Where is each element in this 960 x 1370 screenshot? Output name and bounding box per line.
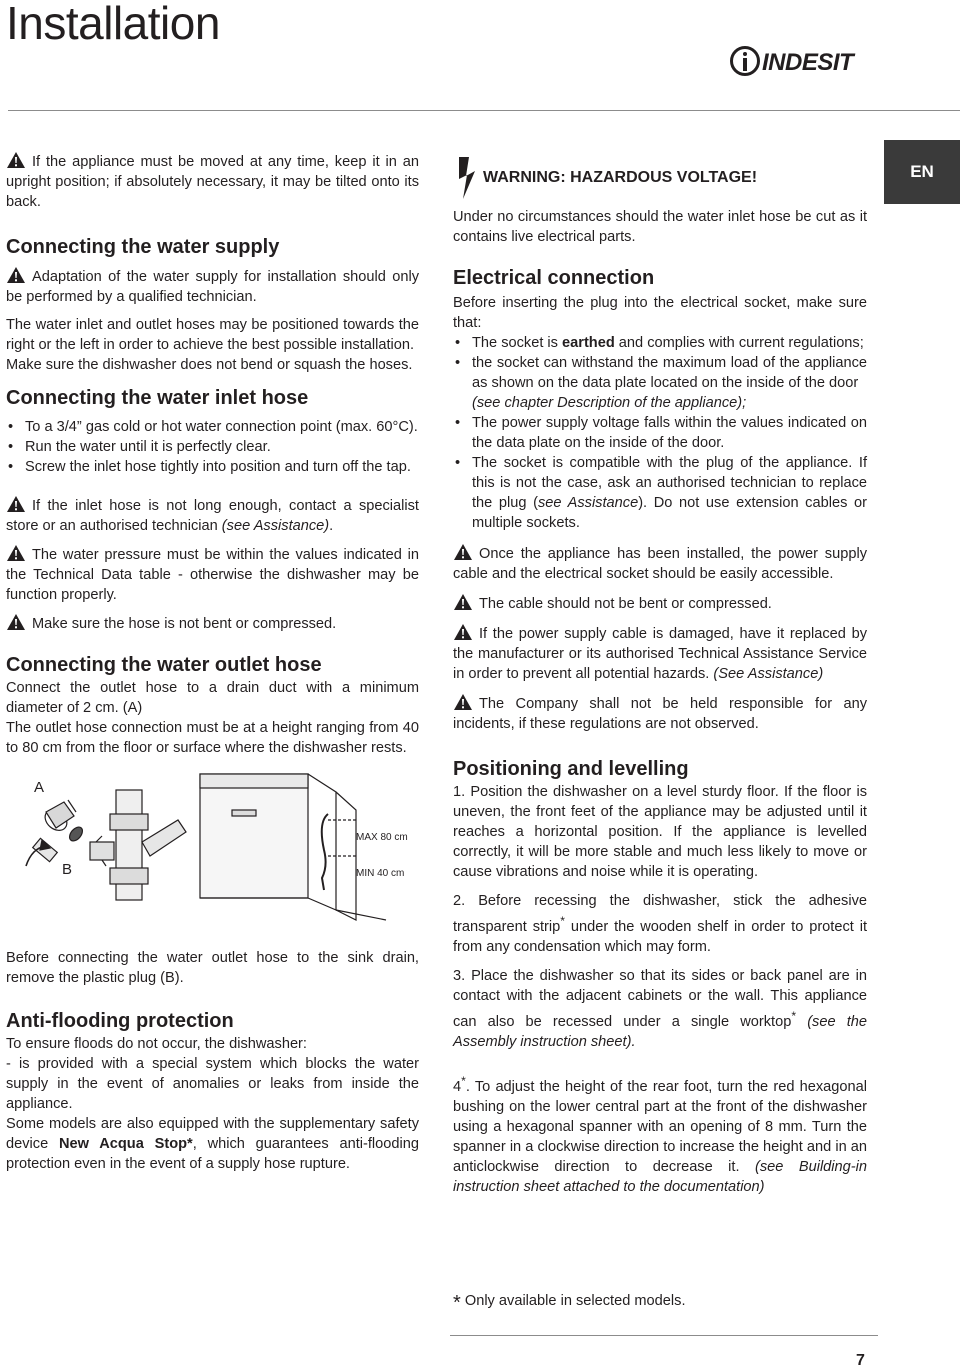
left-column — [6, 151, 419, 1174]
warning-triangle-icon — [453, 693, 473, 711]
positioning-step-3: 3. Place the dishwasher so that its sides or back panel are in contact with the adjacent cabinets or the wall. This appliance can also be recessed under a single worktop* (see the Assembly instruction sheet). — [453, 967, 867, 1050]
list-item: • Screw the inlet hose tightly into position and turn off the tap. — [6, 457, 419, 477]
voltage-warning-heading: WARNING: HAZARDOUS VOLTAGE! — [483, 169, 758, 186]
anti-flooding-intro: To ensure floods do not occur, the dishwasher: — [6, 1036, 307, 1052]
positioning-step-4: 4*. To adjust the height of the rear foot, turn the red hexagonal bushing on the lower central part at the front of the dishwasher using a hexagonal spanner with an opening of 8 mm. Turn the spanner in a clockwise direction to increase the height and in an anticlockwise direction to decrease it. (see Building-in instruction sheet attached to the documentation) — [453, 1073, 867, 1195]
figure-label-b: B — [62, 861, 73, 878]
inlet-bullet-list — [6, 417, 419, 477]
cable-bend-warning: The cable should not be bent or compressed. — [453, 593, 867, 614]
list-item: • the socket can withstand the maximum load of the appliance as shown on the data plate located on the inside of the door (see chapter Description of the appliance); — [453, 353, 867, 413]
list-item: • To a 3/4” gas cold or hot water connection point (max. 60°C). — [6, 417, 419, 437]
inlet-length-warning: If the inlet hose is not long enough, contact a specialist store or an authorised technician (see Assistance). — [6, 495, 419, 536]
anti-flooding-heading: Anti-flooding protection — [6, 1010, 234, 1032]
damaged-cable-warning: If the power supply cable is damaged, have it replaced by the manufacturer or its authorised Technical Assistance Service in order to prevent all potential hazards. (See Assistance) — [453, 623, 867, 684]
electrical-heading: Electrical connection — [453, 267, 655, 289]
positioning-step-1: 1. Position the dishwasher on a level sturdy floor. If the floor is uneven, the front feet of the appliance may be adjusted until it reaches a horizontal position. If the appliance is levelled correctly, it will be more stable and much less likely to move or cause vibrations and noise while it is operating. — [453, 784, 867, 880]
header-divider — [8, 110, 960, 111]
list-item: • Run the water until it is perfectly clear. — [6, 437, 419, 457]
warning-triangle-icon — [6, 495, 26, 513]
list-item: • The power supply voltage falls within the values indicated on the data plate on the inside of the door. — [453, 413, 867, 453]
outlet-height-text: The outlet hose connection must be at a height ranging from 40 to 80 cm from the floor or surface where the dishwasher rests. — [6, 720, 419, 756]
outlet-diagram-illustration — [6, 770, 419, 930]
water-supply-heading: Connecting the water supply — [6, 236, 280, 258]
accessible-socket-warning: Once the appliance has been installed, the power supply cable and the electrical socket should be easily accessible. — [453, 543, 867, 584]
footer-divider — [450, 1335, 878, 1336]
list-item: • The socket is compatible with the plug of the appliance. If this is not the case, ask an authorised technician to replace the plug (see Assistance). Do not use extension cables or multiple sockets. — [453, 453, 867, 533]
hose-position-text: The water inlet and outlet hoses may be positioned towards the right or the left in order to achieve the best possible installation. — [6, 317, 419, 353]
right-column — [453, 157, 867, 1197]
positioning-step-2: 2. Before recessing the dishwasher, stick the adhesive transparent strip* under the wooden shelf in order to protect it from any condensation which may form. — [453, 893, 868, 955]
warning-triangle-icon — [453, 593, 473, 611]
warning-triangle-icon — [6, 151, 26, 169]
hose-bend-text: Make sure the dishwasher does not bend or squash the hoses. — [6, 357, 413, 373]
voltage-warning-header — [453, 157, 867, 199]
footnote: * Only available in selected models. — [453, 1292, 686, 1314]
brand-logo — [730, 46, 866, 80]
figure-label-min: MIN 40 cm — [356, 868, 405, 879]
figure-label-max: MAX 80 cm — [356, 832, 408, 843]
water-pressure-warning: The water pressure must be within the values indicated in the Technical Data table - otherwise the dishwasher may be function properly. — [6, 544, 419, 605]
water-supply-warning: Adaptation of the water supply for installation should only be performed by a qualified technician. — [6, 266, 419, 307]
list-item: • The socket is earthed and complies with current regulations; — [453, 333, 867, 353]
page-number: 7 — [856, 1352, 865, 1369]
electrical-intro: Before inserting the plug into the electrical socket, make sure that: — [453, 295, 867, 331]
language-tab: EN — [884, 140, 960, 204]
warning-triangle-icon — [453, 543, 473, 561]
page-title: Installation — [6, 0, 220, 49]
warning-triangle-icon — [6, 613, 26, 631]
brand-i-icon — [730, 46, 760, 76]
acqua-stop-text: Some models are also equipped with the supplementary safety device New Acqua Stop*, which guarantees anti-flooding protection even in the event of a supply hose rupture. — [6, 1116, 419, 1172]
remove-plug-text: Before connecting the water outlet hose to the sink drain, remove the plastic plug (B). — [6, 950, 419, 986]
inlet-hose-heading: Connecting the water inlet hose — [6, 387, 309, 409]
lightning-bolt-icon — [453, 157, 477, 199]
warning-triangle-icon — [6, 266, 26, 284]
warning-triangle-icon — [6, 544, 26, 562]
figure-label-a: A — [34, 779, 45, 796]
outlet-hose-heading: Connecting the water outlet hose — [6, 654, 322, 676]
outlet-hose-diagram — [6, 770, 419, 930]
electrical-bullet-list — [453, 333, 867, 533]
warning-triangle-icon — [453, 623, 473, 641]
anti-flooding-system-text: - is provided with a special system which blocks the water supply in the event of anomalies or leaks from inside the appliance. — [6, 1056, 419, 1112]
positioning-heading: Positioning and levelling — [453, 758, 689, 780]
move-warning: If the appliance must be moved at any time, keep it in an upright position; if absolutely necessary, it may be tilted onto its back. — [6, 151, 419, 212]
outlet-diameter-text: Connect the outlet hose to a drain duct with a minimum diameter of 2 cm. (A) — [6, 680, 419, 716]
voltage-warning-text: Under no circumstances should the water inlet hose be cut as it contains live electrical parts. — [453, 209, 867, 245]
hose-compressed-warning: Make sure the hose is not bent or compressed. — [6, 613, 419, 634]
liability-warning: The Company shall not be held responsible for any incidents, if these regulations are not observed. — [453, 693, 867, 734]
brand-name: INDESIT — [762, 49, 854, 76]
